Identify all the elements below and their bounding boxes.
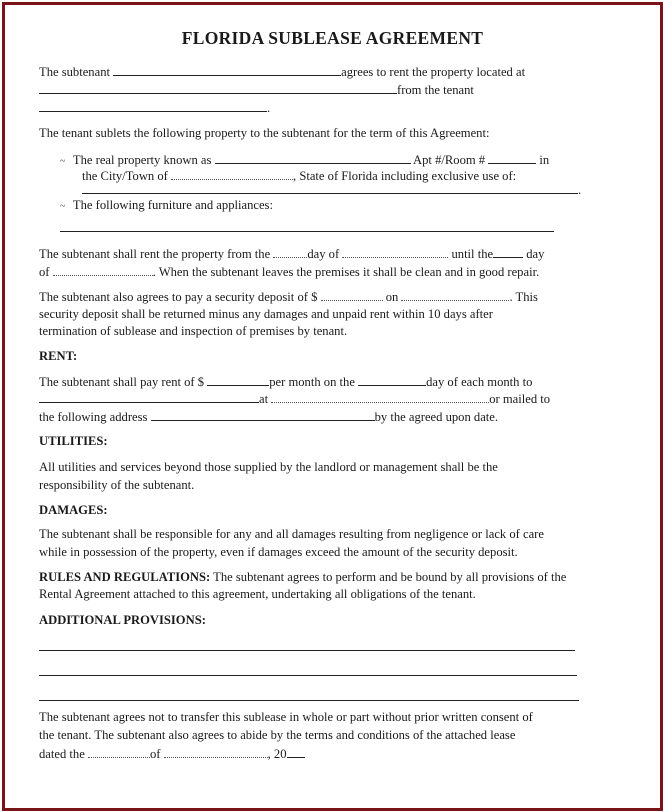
city-field[interactable]: [171, 168, 293, 180]
lease-day-field[interactable]: [88, 746, 150, 758]
rent-location-field[interactable]: [271, 391, 489, 403]
subtenant-line: The subtenant agrees to rent the property located at: [39, 65, 526, 79]
bullet-icon: ~: [60, 201, 66, 212]
rent-payee-field[interactable]: [39, 391, 259, 403]
rent-address-line: the following address by the agreed upon date.: [39, 410, 499, 424]
rent-payee-line: at or mailed to: [39, 391, 550, 407]
tenant-line: .: [39, 100, 270, 116]
tenant-name-field[interactable]: [39, 100, 267, 112]
rent-heading: RENT:: [39, 349, 78, 363]
rules-line-1: RULES AND REGULATIONS: The subtenant agrees to perform and be bound by all provisions of the: [39, 570, 567, 584]
start-day-field[interactable]: [273, 246, 307, 258]
term-line: The subtenant shall rent the property from the day of until the day: [39, 247, 545, 261]
start-month-field[interactable]: [342, 246, 448, 258]
property-address-line: from the tenant: [39, 82, 474, 98]
provision-line-1[interactable]: [39, 650, 575, 651]
city-line: the City/Town of , State of Florida including exclusive use of:: [82, 169, 517, 183]
provision-line-3[interactable]: [39, 700, 579, 701]
deposit-line-3: termination of sublease and inspection of premises by tenant.: [39, 324, 348, 338]
bullet-icon: ~: [60, 156, 66, 167]
end-day-field[interactable]: [493, 246, 523, 258]
rent-line: The subtenant shall pay rent of $ per month on the day of each month to: [39, 375, 533, 389]
property-known-as-field[interactable]: [215, 152, 411, 164]
final-line-2: the tenant. The subtenant also agrees to abide by the terms and conditions of the attached lease: [39, 728, 516, 742]
bullet-real-property: ~ The real property known as Apt #/Room # in: [60, 153, 550, 167]
damages-heading: DAMAGES:: [39, 503, 108, 517]
bullet-furniture: ~ The following furniture and appliances:: [60, 198, 273, 212]
final-line-1: The subtenant agrees not to transfer this sublease in whole or part without prior written consent of: [39, 710, 533, 724]
utilities-heading: UTILITIES:: [39, 434, 108, 448]
property-address-field[interactable]: [39, 82, 397, 94]
end-month-field[interactable]: [53, 264, 153, 276]
damages-line-2: while in possession of the property, even if damages exceed the amount of the security deposit.: [39, 545, 518, 559]
term-line-2: of . When the subtenant leaves the premises it shall be clean and in good repair.: [39, 265, 540, 279]
apt-room-field[interactable]: [488, 152, 536, 164]
damages-line-1: The subtenant shall be responsible for any and all damages resulting from negligence or lack of care: [39, 527, 544, 541]
sublet-intro: The tenant sublets the following property to the subtenant for the term of this Agreement:: [39, 126, 490, 140]
exclusive-use-line: .: [82, 182, 581, 198]
furniture-field[interactable]: [60, 231, 554, 232]
rent-address-field[interactable]: [151, 409, 375, 421]
additional-provisions-heading: ADDITIONAL PROVISIONS:: [39, 613, 206, 627]
lease-date-line: dated the of , 20: [39, 746, 305, 762]
subtenant-name-field[interactable]: [113, 64, 341, 76]
utilities-line-1: All utilities and services beyond those supplied by the landlord or management shall be the: [39, 460, 498, 474]
rent-amount-field[interactable]: [207, 374, 269, 386]
deposit-date-field[interactable]: [401, 289, 509, 301]
utilities-line-2: responsibility of the subtenant.: [39, 478, 195, 492]
lease-month-field[interactable]: [164, 746, 268, 758]
rent-due-day-field[interactable]: [358, 374, 426, 386]
provision-line-2[interactable]: [39, 675, 577, 676]
deposit-amount-field[interactable]: [321, 289, 383, 301]
rules-heading: RULES AND REGULATIONS:: [39, 570, 211, 584]
document-title: FLORIDA SUBLEASE AGREEMENT: [181, 28, 484, 48]
deposit-line-2: security deposit shall be returned minus any damages and unpaid rent within 10 days after: [39, 307, 493, 321]
deposit-line: The subtenant also agrees to pay a security deposit of $ on . This: [39, 290, 538, 304]
exclusive-use-field[interactable]: [82, 182, 578, 194]
rules-line-2: Rental Agreement attached to this agreement, undertaking all obligations of the tenant.: [39, 587, 476, 601]
lease-year-field[interactable]: [287, 746, 305, 758]
